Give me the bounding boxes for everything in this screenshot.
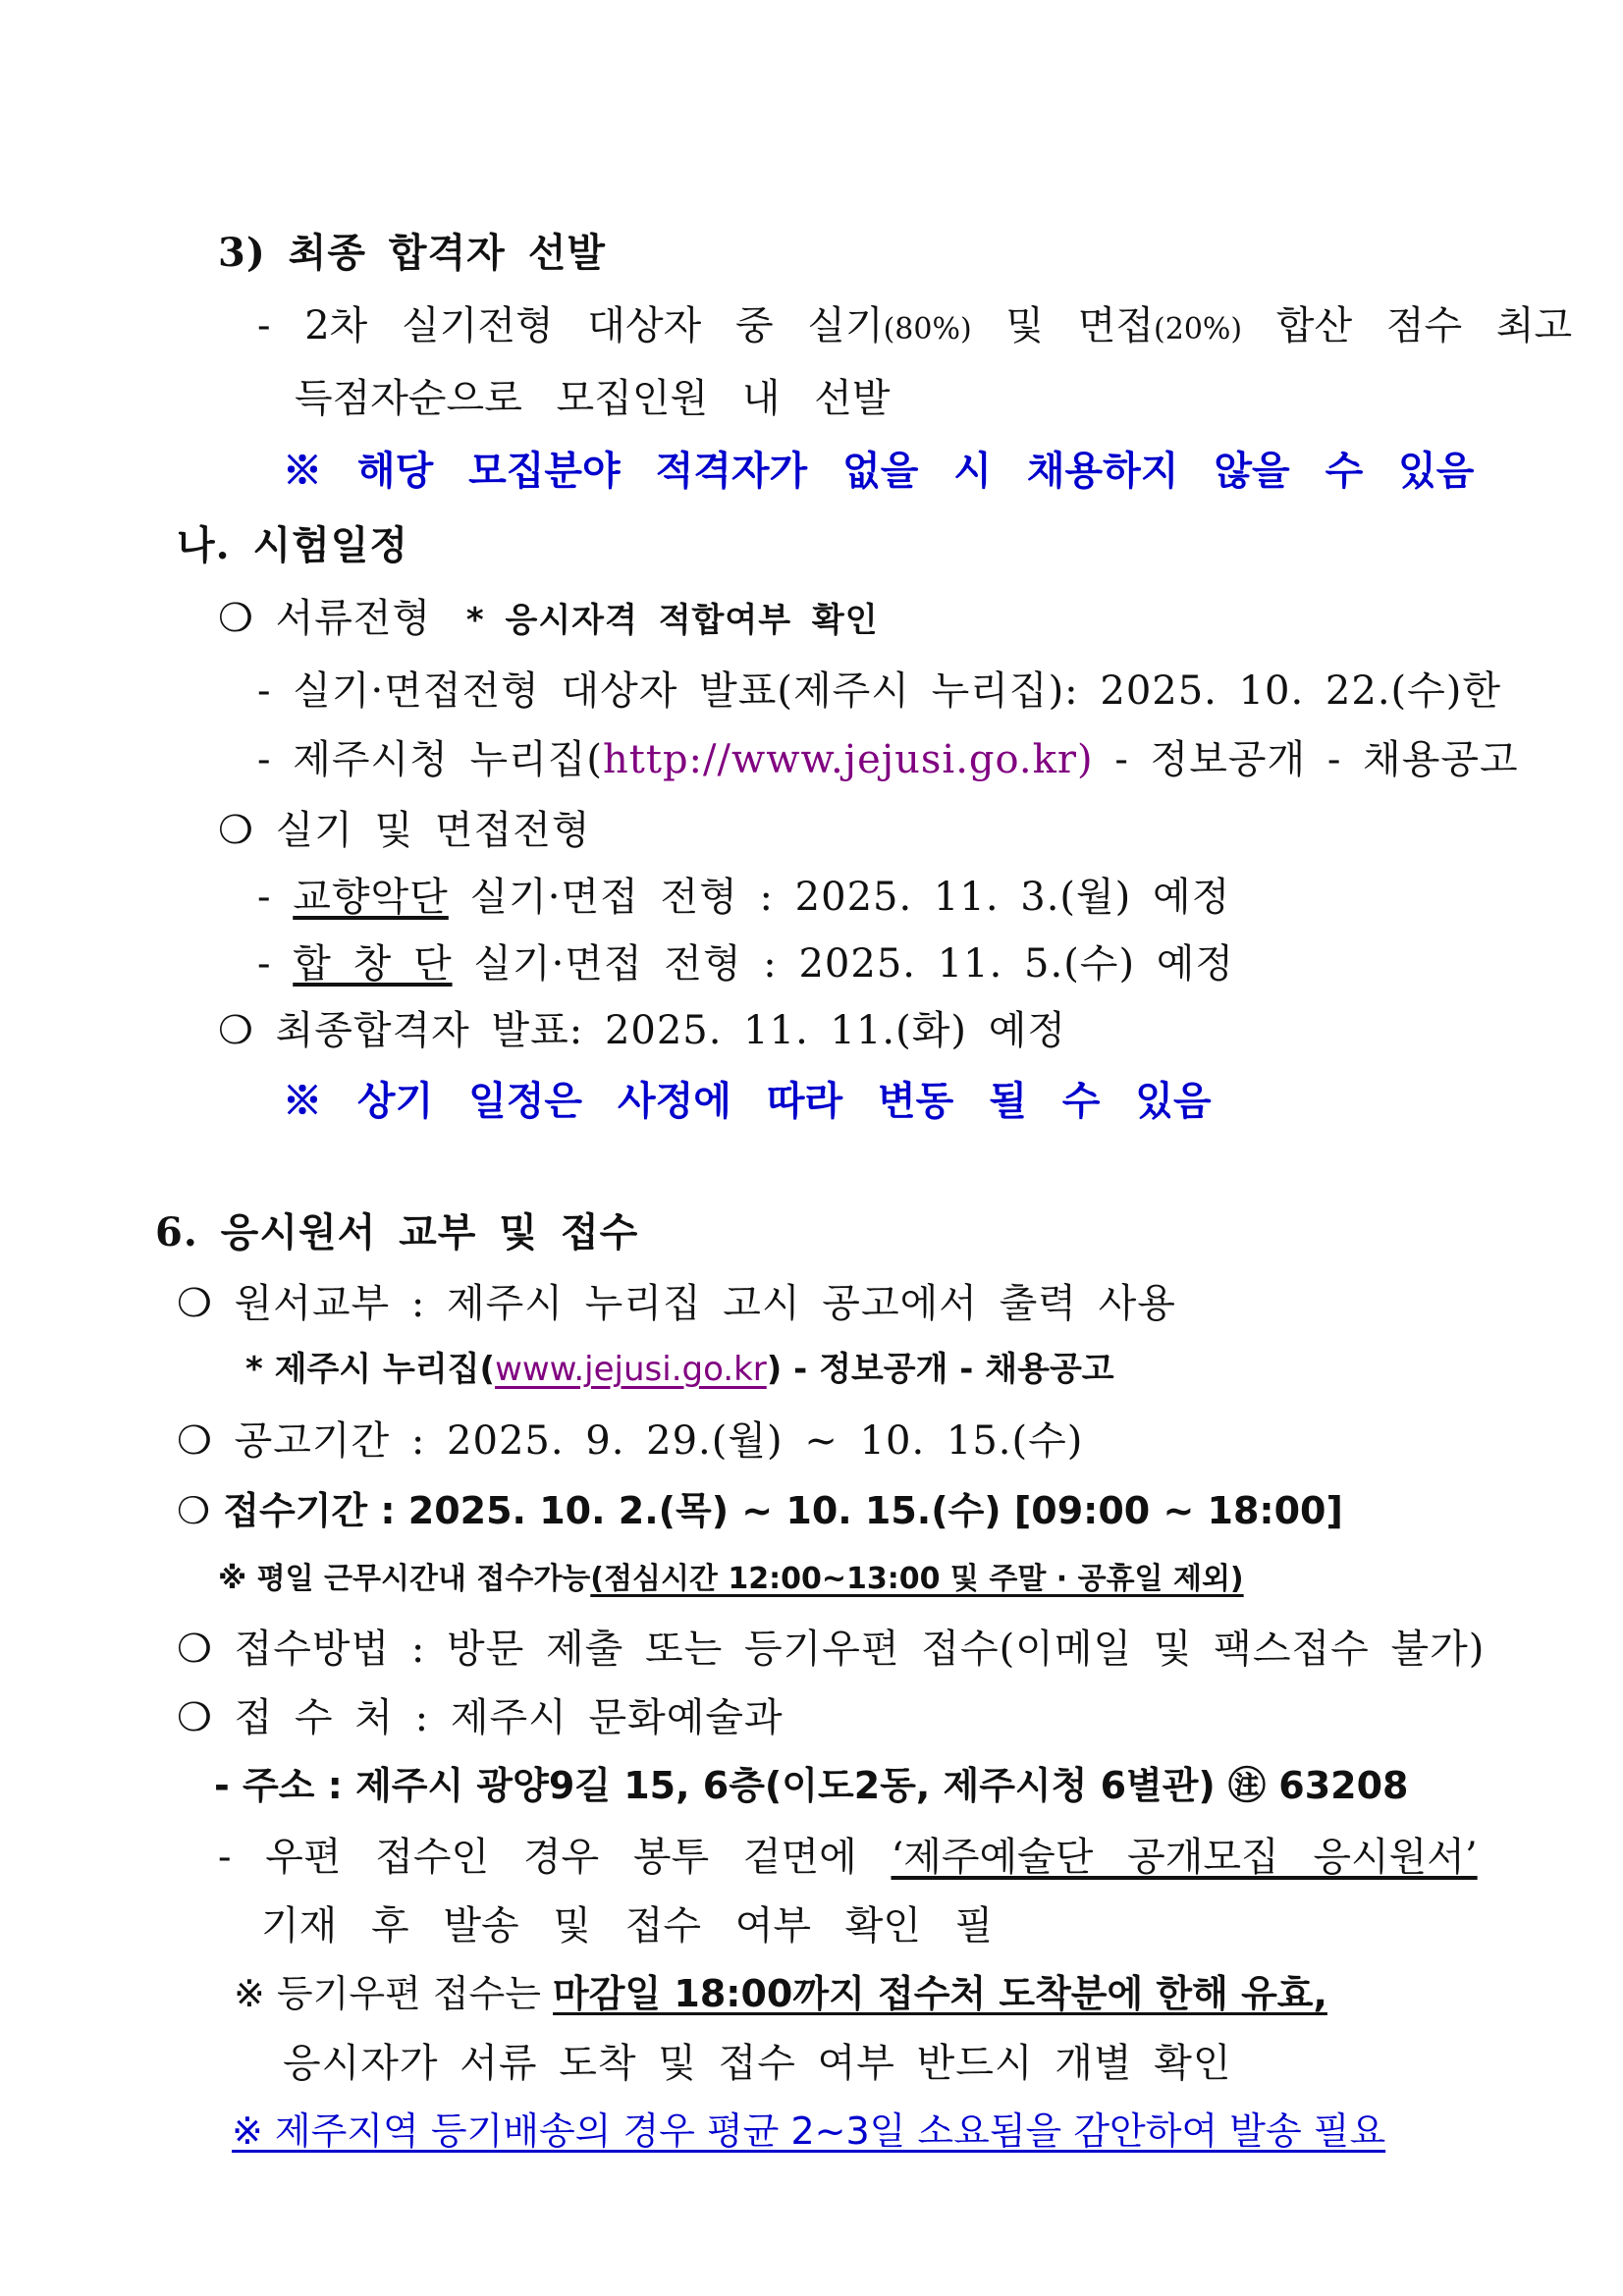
website-link-line (257, 737, 1519, 782)
envelope-label: ‘제주예술단 공개모집 응시원서’ (891, 1835, 1478, 1880)
item-label: ❍ 서류전형 (218, 596, 432, 641)
no-qualified-notice (283, 448, 1475, 494)
jejusi-website-link[interactable]: http://www.jejusi.go.kr) (603, 737, 1094, 782)
choir-name: 합 창 단 (293, 941, 453, 987)
text-segment: 실기·면접 전형 : 2025. 11. 3.(월) 예정 (448, 875, 1231, 920)
text-segment: * 제주시 누리집( (245, 1350, 496, 1389)
form-distribution-item (177, 1281, 1176, 1326)
section-heading-final-selection (218, 230, 607, 276)
item-sub-note: * 응시자격 적합여부 확인 (465, 601, 879, 640)
section-heading-application (155, 1209, 639, 1255)
text-segment: ❍ 접 수 처 : 제주시 문화예술과 (177, 1695, 784, 1740)
address-text: - 주소 : 제주시 광양9길 15, 6층(이도2동, 제주시청 6별관) ㊟ 63208 (214, 1764, 1409, 1807)
final-announcement-item (218, 1008, 1066, 1053)
text-segment: 득점자순으로 모집인원 내 선발 (295, 376, 891, 421)
text-segment: - (257, 875, 294, 920)
heading-text: 6. 응시원서 교부 및 접수 (155, 1209, 639, 1255)
notice-text: ※ 상기 일정은 사정에 따라 변동 될 수 있음 (283, 1078, 1212, 1124)
notice-text: ※ 해당 모집분야 적격자가 없을 시 채용하지 않을 수 있음 (283, 448, 1475, 494)
text-segment: - 정보공개 - 채용공고 (1093, 737, 1519, 782)
text-segment: 기재 후 발송 및 접수 여부 확인 필 (261, 1903, 994, 1949)
receipt-period-note (218, 1562, 1244, 1596)
registered-mail-note-line-2 (283, 2041, 1232, 2086)
mail-instruction-line-2 (261, 1903, 994, 1949)
text-segment: - 제주시청 누리집( (257, 737, 604, 782)
section-heading-exam-schedule (177, 522, 409, 568)
text-segment: - 2차 실기전형 대상자 중 실기 (257, 303, 884, 348)
registered-mail-note-line-1 (234, 1972, 1327, 2015)
text-segment: ❍ 접수기간 : 2025. 10. 2.(목) ~ 10. 15.(수) [09:00 ~ 18:00] (177, 1489, 1343, 1532)
receipt-method-item (177, 1627, 1486, 1672)
address-line (214, 1764, 1409, 1807)
text-segment: ❍ 접수방법 : 방문 제출 또는 등기우편 접수(이메일 및 팩스접수 불가) (177, 1627, 1486, 1672)
text-segment: ❍ 원서교부 : 제주시 누리집 고시 공고에서 출력 사용 (177, 1281, 1176, 1326)
jeju-delivery-note (232, 2109, 1386, 2153)
receipt-period-item (177, 1489, 1343, 1532)
text-segment: - 우편 접수인 경우 봉투 겉면에 (218, 1835, 892, 1880)
text-segment: 응시자가 서류 도착 및 접수 여부 반드시 개별 확인 (283, 2041, 1232, 2086)
text-segment: 실기·면접 전형 : 2025. 11. 5.(수) 예정 (452, 941, 1235, 987)
notice-period-item (177, 1418, 1084, 1464)
text-segment: - 실기·면접전형 대상자 발표(제주시 누리집): 2025. 10. 22.(수)한 (257, 668, 1502, 714)
orchestra-schedule-line (257, 875, 1231, 920)
jejusi-website-link[interactable]: www.jejusi.go.kr (495, 1350, 767, 1389)
text-segment: ※ 평일 근무시간내 접수가능 (218, 1562, 591, 1596)
practical-interview-item (218, 808, 591, 853)
text-segment: ) - 정보공개 - 채용공고 (766, 1350, 1114, 1389)
notice-text: ※ 제주지역 등기배송의 경우 평균 2~3일 소요됨을 감안하여 발송 필요 (232, 2109, 1386, 2153)
text-segment: 및 면접 (971, 303, 1155, 348)
mail-instruction-line-1 (218, 1835, 1478, 1880)
orchestra-name: 교향악단 (293, 875, 449, 920)
item-label: ❍ 실기 및 면접전형 (218, 808, 591, 853)
form-distribution-note (245, 1350, 1114, 1389)
text-segment: ❍ 최종합격자 발표: 2025. 11. 11.(화) 예정 (218, 1008, 1066, 1053)
interview-weight: (20%) (1154, 312, 1243, 347)
text-segment: 합산 점수 최고 (1242, 303, 1573, 348)
text-segment: ※ 등기우편 접수는 (234, 1972, 554, 2015)
text-segment: - (257, 941, 294, 987)
selection-criteria-line-2 (295, 376, 891, 421)
practical-weight: (80%) (883, 312, 972, 347)
selection-criteria-line-1 (257, 303, 1573, 348)
schedule-change-notice (283, 1078, 1212, 1124)
text-segment: ❍ 공고기간 : 2025. 9. 29.(월) ~ 10. 15.(수) (177, 1418, 1084, 1464)
choir-schedule-line (257, 941, 1235, 987)
document-screening-item (218, 596, 879, 641)
heading-text: 나. 시험일정 (177, 522, 409, 568)
excluded-times: (점심시간 12:00~13:00 및 주말 · 공휴일 제외) (590, 1562, 1244, 1596)
announcement-date-line (257, 668, 1502, 714)
receipt-place-item (177, 1695, 784, 1740)
heading-text: 3) 최종 합격자 선발 (218, 230, 607, 276)
deadline-condition: 마감일 18:00까지 접수처 도착분에 한해 유효, (553, 1972, 1327, 2015)
